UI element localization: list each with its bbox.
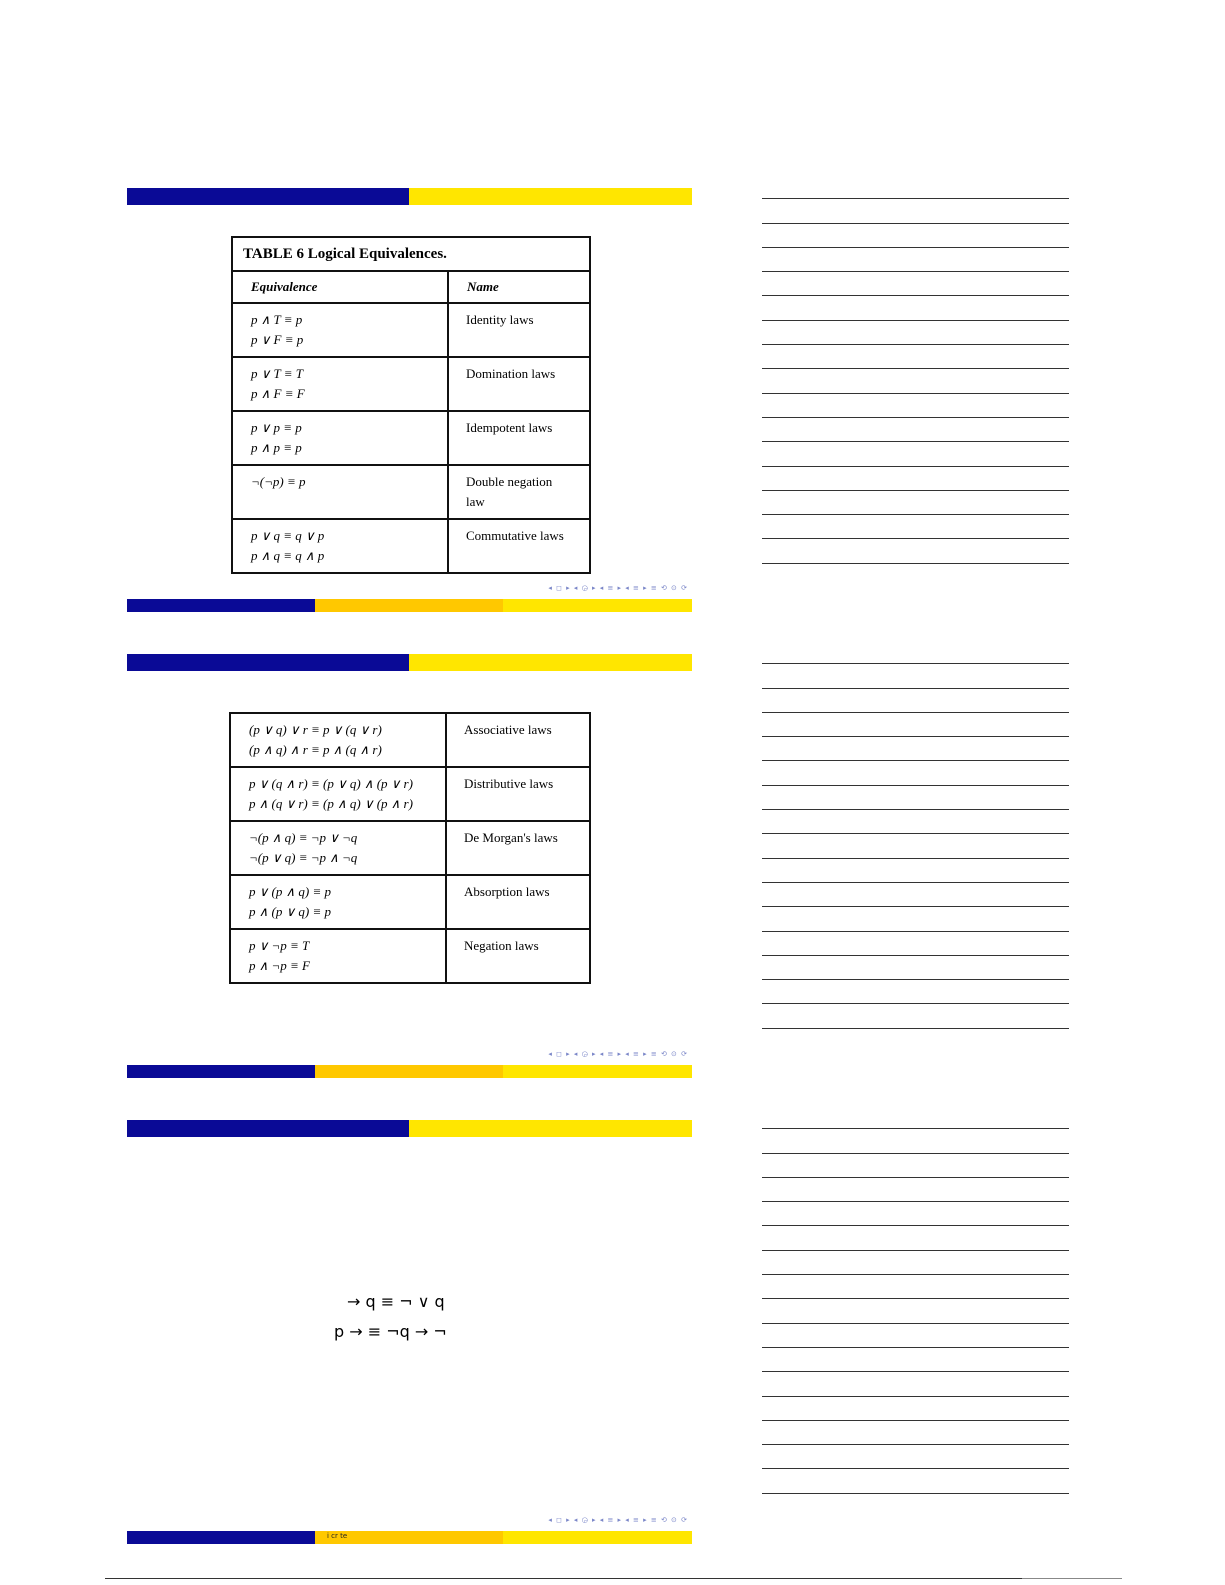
slide-footer-bar	[127, 599, 692, 612]
column-header-equivalence: Equivalence	[232, 271, 448, 303]
table-row	[232, 357, 590, 411]
equivalence: p ∧ T ≡ p	[251, 312, 303, 327]
equivalence-table-continued	[229, 712, 591, 984]
table-row	[232, 303, 590, 357]
slide-header-bar	[127, 188, 692, 205]
law-name: Domination laws	[448, 357, 590, 411]
table-row	[230, 875, 590, 929]
slide-header-bar	[127, 654, 692, 671]
equivalence: ¬(p ∨ q) ≡ ¬p ∧ ¬q	[249, 850, 358, 865]
slide-header-bar	[127, 1120, 692, 1137]
equivalence: p ∧ p ≡ p	[251, 440, 302, 455]
conditional-equivalence: → q ≡ ¬ ∨ q	[347, 1292, 445, 1311]
equivalence: p ∧ F ≡ F	[251, 386, 305, 401]
equivalence: p ∨ (q ∧ r) ≡ (p ∨ q) ∧ (p ∨ r)	[249, 776, 413, 791]
beamer-navigation-icons[interactable]: ◂ ◻ ▸ ◂ ◶ ▸ ◂ ≡ ▸ ◂ ≡ ▸ ≡ ⟲ ⊙ ⟳	[548, 584, 688, 592]
law-name: Absorption laws	[446, 875, 590, 929]
equivalence: p ∨ p ≡ p	[251, 420, 302, 435]
law-name: Associative laws	[446, 713, 590, 767]
table-row	[232, 465, 590, 519]
equivalence: p ∨ q ≡ q ∨ p	[251, 528, 325, 543]
notes-lines-1	[762, 175, 1069, 564]
footer-text: i cr te	[327, 1532, 348, 1540]
equivalence: p ∨ (p ∧ q) ≡ p	[249, 884, 331, 899]
law-name: Negation laws	[446, 929, 590, 983]
page-bottom-rule-right	[1022, 1578, 1122, 1579]
equivalence: ¬(p ∧ q) ≡ ¬p ∨ ¬q	[249, 830, 358, 845]
table-row	[232, 519, 590, 573]
equivalence: p ∧ (p ∨ q) ≡ p	[249, 904, 331, 919]
slide-2	[127, 654, 692, 1079]
slide-footer-bar	[127, 1065, 692, 1078]
equivalence: p ∧ q ≡ q ∧ p	[251, 548, 325, 563]
table-row	[232, 411, 590, 465]
slide-footer-bar	[127, 1531, 692, 1544]
law-name: Idempotent laws	[448, 411, 590, 465]
slide-1	[127, 188, 692, 613]
notes-lines-3	[762, 1105, 1069, 1494]
law-name: Double negation law	[448, 465, 590, 519]
law-name: Commutative laws	[448, 519, 590, 573]
equivalence: p ∨ F ≡ p	[251, 332, 304, 347]
equivalence: p ∧ (q ∨ r) ≡ (p ∧ q) ∨ (p ∧ r)	[249, 796, 413, 811]
contrapositive-equivalence: p → ≡ ¬q → ¬	[334, 1322, 447, 1341]
equivalence: p ∧ ¬p ≡ F	[249, 958, 311, 973]
table-caption: TABLE 6 Logical Equivalences.	[232, 237, 590, 271]
notes-lines-2	[762, 640, 1069, 1029]
law-name: De Morgan's laws	[446, 821, 590, 875]
equivalence: ¬(¬p) ≡ p	[251, 474, 306, 489]
law-name: Distributive laws	[446, 767, 590, 821]
slide-3	[127, 1120, 692, 1545]
table-row	[230, 713, 590, 767]
table-row	[230, 767, 590, 821]
equivalence: (p ∨ q) ∨ r ≡ p ∨ (q ∨ r)	[249, 722, 382, 737]
page-bottom-rule	[105, 1578, 1022, 1579]
equivalence-table	[231, 236, 591, 574]
equivalence: p ∨ ¬p ≡ T	[249, 938, 310, 953]
law-name: Identity laws	[448, 303, 590, 357]
equivalence: (p ∧ q) ∧ r ≡ p ∧ (q ∧ r)	[249, 742, 382, 757]
equivalence: p ∨ T ≡ T	[251, 366, 304, 381]
table-row	[230, 821, 590, 875]
table-row	[230, 929, 590, 983]
column-header-name: Name	[448, 271, 590, 303]
beamer-navigation-icons[interactable]: ◂ ◻ ▸ ◂ ◶ ▸ ◂ ≡ ▸ ◂ ≡ ▸ ≡ ⟲ ⊙ ⟳	[548, 1050, 688, 1058]
beamer-navigation-icons[interactable]: ◂ ◻ ▸ ◂ ◶ ▸ ◂ ≡ ▸ ◂ ≡ ▸ ≡ ⟲ ⊙ ⟳	[548, 1516, 688, 1524]
